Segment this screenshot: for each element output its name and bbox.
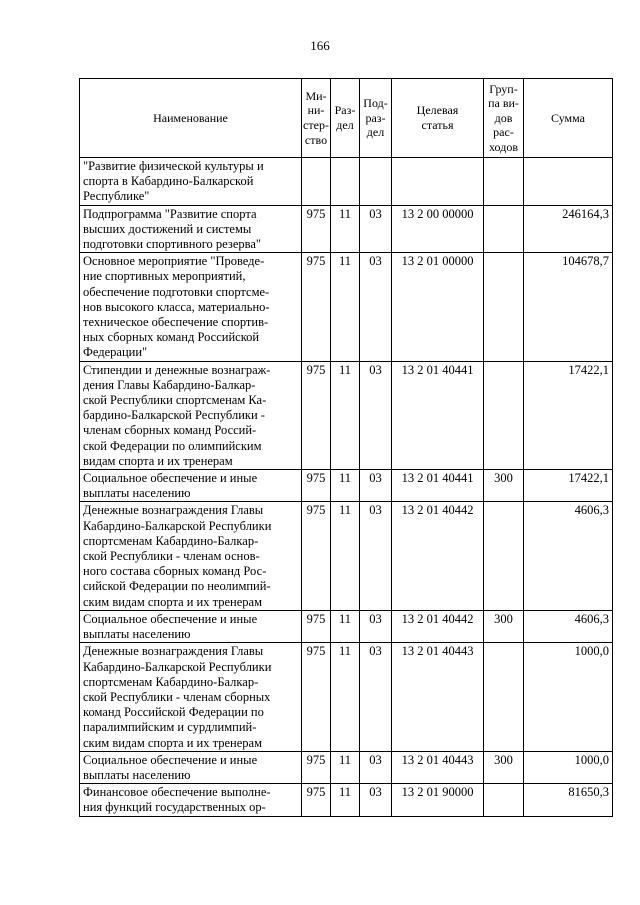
cell-target: 13 2 01 40441 [392, 361, 484, 469]
cell-group [484, 502, 524, 610]
cell-subsection: 03 [360, 784, 392, 816]
cell-target: 13 2 01 40443 [392, 643, 484, 751]
cell-name: Подпрограмма "Развитие спорта высших достижений и системы подготовки спортивного резерва" [80, 205, 302, 253]
cell-section: 11 [331, 205, 360, 253]
cell-group [484, 205, 524, 253]
cell-sum: 4606,3 [524, 502, 613, 610]
cell-target: 13 2 01 40442 [392, 610, 484, 642]
cell-subsection: 03 [360, 205, 392, 253]
cell-sum: 1000,0 [524, 643, 613, 751]
table-row [80, 751, 613, 783]
table-row [80, 610, 613, 642]
cell-name: Социальное обеспечение и иные выплаты населению [80, 751, 302, 783]
table-row [80, 470, 613, 502]
cell-subsection: 03 [360, 361, 392, 469]
table-body [80, 158, 613, 817]
cell-ministry [302, 158, 331, 206]
cell-section: 11 [331, 751, 360, 783]
table-row [80, 253, 613, 361]
cell-ministry: 975 [302, 361, 331, 469]
cell-name: Денежные вознаграждения Главы Кабардино-Балкарской Республики спортсменам Кабардино-Балкар- ской Республики - членам сборных команд Российской Федерации по паралимпийским и сурдлимпий- ским видам спорта и их тренерам [80, 643, 302, 751]
cell-ministry: 975 [302, 502, 331, 610]
cell-subsection: 03 [360, 253, 392, 361]
cell-section: 11 [331, 784, 360, 816]
header-target: Целевая статья [392, 79, 484, 158]
cell-sum: 17422,1 [524, 470, 613, 502]
table-row [80, 205, 613, 253]
cell-section: 11 [331, 502, 360, 610]
cell-group: 300 [484, 610, 524, 642]
cell-section [331, 158, 360, 206]
cell-target: 13 2 01 40441 [392, 470, 484, 502]
table-header [80, 79, 613, 158]
cell-name: Социальное обеспечение и иные выплаты населению [80, 470, 302, 502]
cell-section: 11 [331, 610, 360, 642]
cell-name: Основное мероприятие "Проведе- ние спортивных мероприятий, обеспечение подготовки спортсме- нов высокого класса, материально- техническое обеспечение спортив- ных сборных команд Российской Федерации" [80, 253, 302, 361]
cell-target: 13 2 01 90000 [392, 784, 484, 816]
cell-ministry: 975 [302, 643, 331, 751]
header-row [80, 79, 613, 158]
cell-ministry: 975 [302, 751, 331, 783]
cell-sum [524, 158, 613, 206]
cell-group [484, 253, 524, 361]
cell-group [484, 784, 524, 816]
cell-group [484, 643, 524, 751]
cell-ministry: 975 [302, 470, 331, 502]
header-subsection: Под- раз- дел [360, 79, 392, 158]
cell-name: Финансовое обеспечение выполне- ния функций государственных ор- [80, 784, 302, 816]
cell-name: Стипендии и денежные вознаграж- дения Главы Кабардино-Балкар- ской Республики спортсменам Ка- бардино-Балкарской Республики - членам сборных команд Россий- ской Федерации по олимпийским видам спорта и их тренерам [80, 361, 302, 469]
cell-subsection [360, 158, 392, 206]
header-section: Раз- дел [331, 79, 360, 158]
table-row [80, 361, 613, 469]
cell-target: 13 2 00 00000 [392, 205, 484, 253]
cell-name: Денежные вознаграждения Главы Кабардино-Балкарской Республики спортсменам Кабардино-Балкар- ской Республики - членам основ- ного состава сборных команд Рос- сийской Федерации по неолимпий- ским видам спорта и их тренерам [80, 502, 302, 610]
cell-name: Социальное обеспечение и иные выплаты населению [80, 610, 302, 642]
cell-ministry: 975 [302, 610, 331, 642]
table-row [80, 502, 613, 610]
cell-sum: 4606,3 [524, 610, 613, 642]
table-row [80, 643, 613, 751]
cell-sum: 81650,3 [524, 784, 613, 816]
cell-group: 300 [484, 751, 524, 783]
cell-name: "Развитие физической культуры и спорта в Кабардино-Балкарской Республике" [80, 158, 302, 206]
cell-subsection: 03 [360, 470, 392, 502]
cell-target: 13 2 01 40442 [392, 502, 484, 610]
cell-target [392, 158, 484, 206]
header-ministry: Ми- ни- стер- ство [302, 79, 331, 158]
header-name: Наименование [80, 79, 302, 158]
cell-section: 11 [331, 643, 360, 751]
cell-subsection: 03 [360, 643, 392, 751]
cell-section: 11 [331, 470, 360, 502]
cell-target: 13 2 01 40443 [392, 751, 484, 783]
table-row [80, 158, 613, 206]
cell-subsection: 03 [360, 502, 392, 610]
cell-sum: 246164,3 [524, 205, 613, 253]
cell-sum: 1000,0 [524, 751, 613, 783]
cell-sum: 104678,7 [524, 253, 613, 361]
header-group: Груп- па ви- дов рас- ходов [484, 79, 524, 158]
cell-subsection: 03 [360, 751, 392, 783]
cell-target: 13 2 01 00000 [392, 253, 484, 361]
page-number: 166 [310, 38, 330, 53]
header-sum: Сумма [524, 79, 613, 158]
cell-subsection: 03 [360, 610, 392, 642]
cell-ministry: 975 [302, 205, 331, 253]
table-row [80, 784, 613, 816]
cell-ministry: 975 [302, 784, 331, 816]
cell-group: 300 [484, 470, 524, 502]
budget-table [79, 78, 613, 817]
cell-group [484, 158, 524, 206]
cell-section: 11 [331, 361, 360, 469]
cell-ministry: 975 [302, 253, 331, 361]
cell-section: 11 [331, 253, 360, 361]
cell-sum: 17422,1 [524, 361, 613, 469]
cell-group [484, 361, 524, 469]
